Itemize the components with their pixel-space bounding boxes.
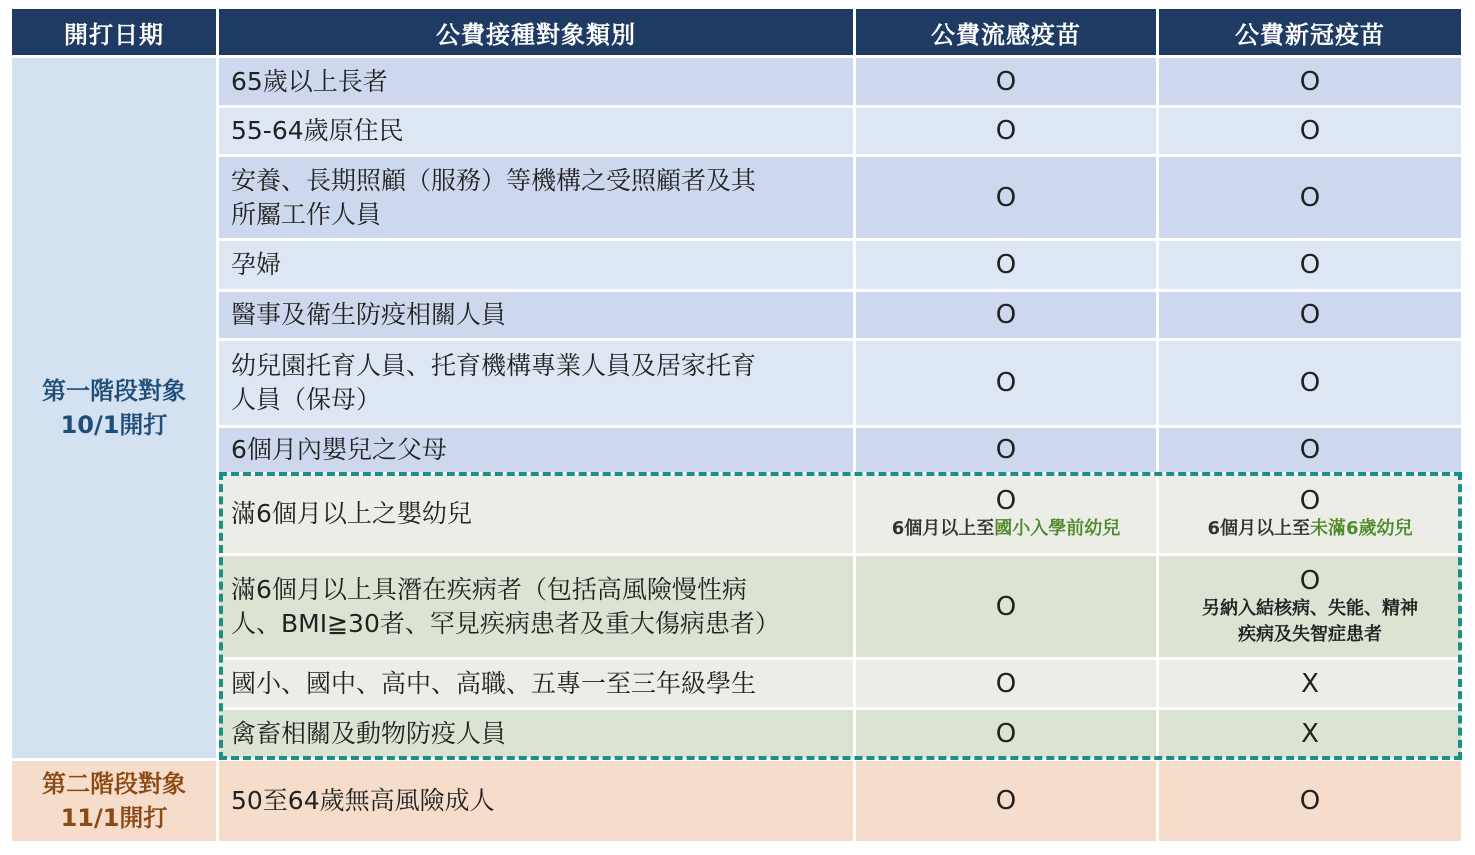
covid-mark — [1159, 761, 1461, 841]
phase1-title: 第一階段對象 — [42, 377, 186, 405]
flu-mark-symbol: O — [995, 486, 1017, 516]
covid-mark-symbol: O — [1299, 368, 1321, 398]
flu-mark — [856, 341, 1156, 425]
phase2-label — [12, 761, 216, 841]
flu-mark — [856, 475, 1156, 553]
covid-mark — [1159, 58, 1461, 105]
flu-note-plain: 6個月以上至 — [891, 518, 995, 539]
covid-note-plain: 6個月以上至 — [1207, 518, 1310, 539]
flu-mark-symbol: O — [995, 368, 1017, 398]
row-category: 6個月內嬰兒之父母 — [219, 428, 853, 472]
flu-mark-symbol: O — [995, 250, 1017, 280]
row-category-line1: 滿6個月以上具潛在疾病者（包括高風險慢性病 — [231, 574, 747, 604]
row-category-line2: 所屬工作人員 — [231, 199, 382, 229]
flu-mark — [856, 292, 1156, 338]
header-flu-vaccine: 公費流感疫苗 — [856, 9, 1156, 55]
covid-mark — [1159, 292, 1461, 338]
flu-mark — [856, 157, 1156, 238]
flu-note-highlight: 國小入學前幼兒 — [994, 518, 1121, 539]
row-category-line1: 安養、長期照顧（服務）等機構之受照顧者及其 — [231, 165, 757, 195]
row-category: 55-64歲原住民 — [219, 108, 853, 154]
flu-mark-symbol: O — [995, 435, 1017, 465]
flu-mark — [856, 761, 1156, 841]
row-category: 禽畜相關及動物防疫人員 — [219, 710, 853, 758]
covid-mark-symbol: O — [1299, 786, 1321, 816]
row-category: 65歲以上長者 — [219, 58, 853, 105]
row-category — [219, 556, 853, 657]
flu-mark-symbol: O — [995, 182, 1017, 213]
covid-mark-symbol: O — [1299, 182, 1321, 213]
covid-note-highlight: 未滿6歲幼兒 — [1310, 518, 1413, 539]
row-category: 國小、國中、高中、高職、五專一至三年級學生 — [219, 660, 853, 707]
flu-note — [892, 516, 1121, 542]
header-category: 公費接種對象類別 — [219, 9, 853, 55]
flu-mark-symbol: O — [995, 66, 1017, 97]
row-category: 50至64歲無高風險成人 — [219, 761, 853, 841]
flu-mark — [856, 108, 1156, 154]
covid-note-line1: 另納入結核病、失能、精神 — [1202, 597, 1418, 619]
header-covid-vaccine: 公費新冠疫苗 — [1159, 9, 1461, 55]
row-category — [219, 157, 853, 238]
flu-mark — [856, 556, 1156, 657]
covid-mark — [1159, 108, 1461, 154]
covid-mark-symbol: O — [1299, 300, 1321, 330]
covid-mark-symbol: X — [1301, 668, 1319, 699]
covid-mark — [1159, 660, 1461, 707]
header-date: 開打日期 — [12, 9, 216, 55]
covid-mark-symbol: O — [1299, 565, 1321, 596]
flu-mark-symbol: O — [995, 786, 1017, 816]
covid-mark — [1159, 475, 1461, 553]
covid-mark — [1159, 710, 1461, 758]
covid-note — [1207, 516, 1412, 542]
flu-mark — [856, 710, 1156, 758]
flu-mark — [856, 660, 1156, 707]
covid-mark-symbol: O — [1299, 435, 1321, 465]
covid-mark — [1159, 341, 1461, 425]
flu-mark-symbol: O — [995, 719, 1017, 749]
phase2-title: 第二階段對象 — [42, 770, 186, 798]
flu-mark-symbol: O — [995, 300, 1017, 330]
flu-mark — [856, 241, 1156, 289]
covid-note-line2: 疾病及失智症患者 — [1238, 623, 1382, 645]
phase1-date: 10/1開打 — [60, 411, 168, 439]
row-category-line1: 幼兒園托育人員、托育機構專業人員及居家托育 — [231, 351, 757, 380]
covid-mark — [1159, 428, 1461, 472]
covid-mark — [1159, 241, 1461, 289]
covid-mark-symbol: O — [1299, 116, 1321, 146]
row-category: 滿6個月以上之嬰幼兒 — [219, 475, 853, 553]
covid-mark-symbol: O — [1299, 250, 1321, 280]
flu-mark-symbol: O — [995, 668, 1017, 699]
flu-mark-symbol: O — [995, 591, 1017, 622]
row-category: 醫事及衛生防疫相關人員 — [219, 292, 853, 338]
row-category: 孕婦 — [219, 241, 853, 289]
phase2-date: 11/1開打 — [60, 804, 168, 832]
phase1-label — [12, 58, 216, 758]
flu-mark — [856, 428, 1156, 472]
covid-mark-symbol: O — [1299, 486, 1321, 516]
covid-mark-symbol: X — [1301, 719, 1319, 749]
row-category-line2: 人、BMI≧30者、罕見疾病患者及重大傷病患者） — [231, 608, 780, 638]
covid-mark-symbol: O — [1299, 66, 1321, 97]
flu-mark — [856, 58, 1156, 105]
row-category — [219, 341, 853, 425]
covid-mark — [1159, 157, 1461, 238]
covid-mark — [1159, 556, 1461, 657]
flu-mark-symbol: O — [995, 116, 1017, 146]
row-category-line2: 人員（保母） — [231, 385, 382, 414]
